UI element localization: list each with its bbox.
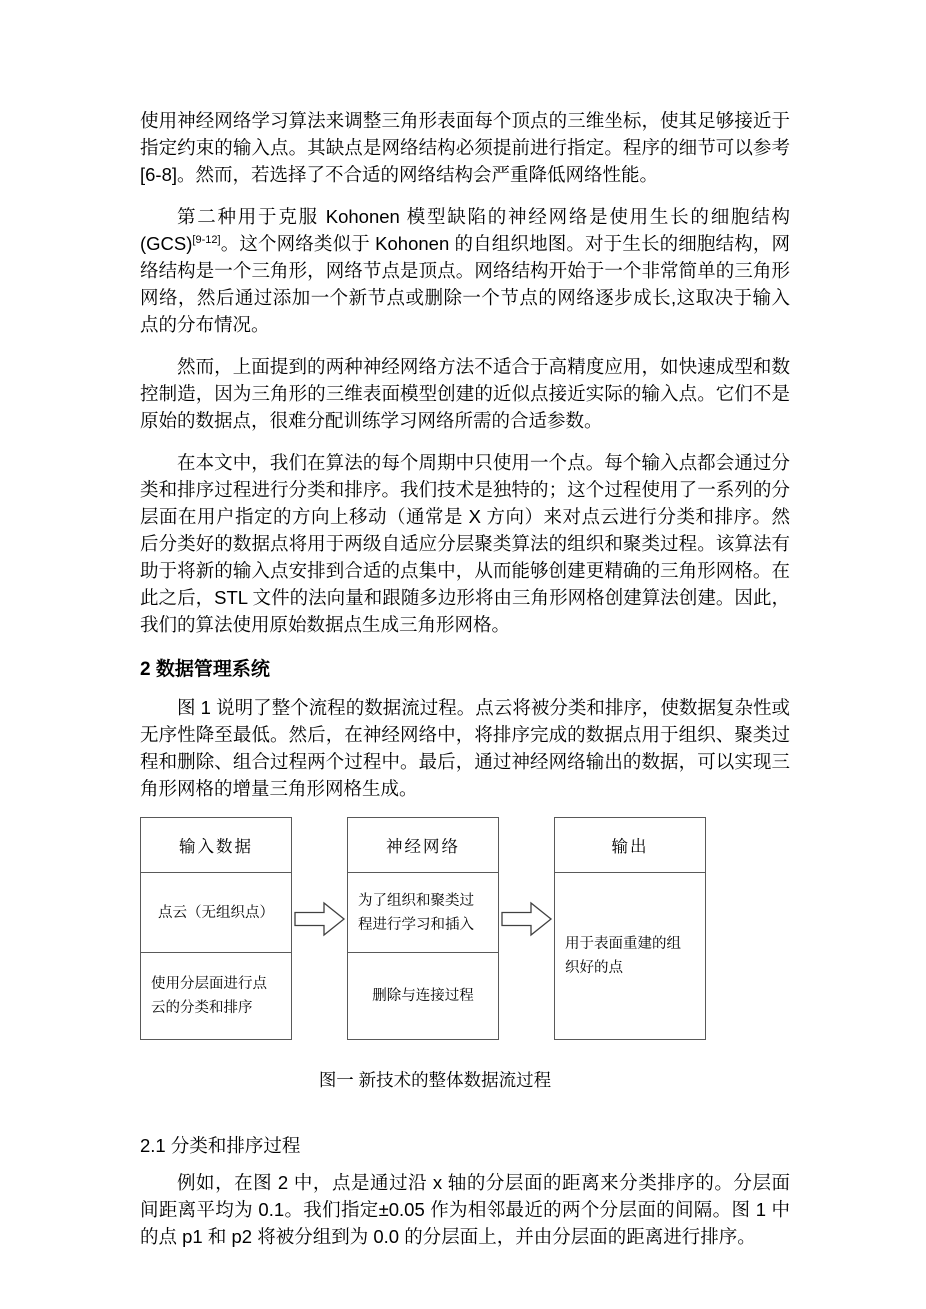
paragraph-6: 例如，在图 2 中，点是通过沿 x 轴的分层面的距离来分类排序的。分层面间距离平均为 0.1。我们指定±0.05 作为相邻最近的两个分层面的间隔。图 1 中的点 p1 和 p2 将被分组到为 0.0 的分层面上，并由分层面的距离进行排序。 [140,1172,790,1247]
paragraph-1: 使用神经网络学习算法来调整三角形表面每个顶点的三维坐标，使其足够接近于指定约束的输入点。其缺点是网络结构必须提前进行指定。程序的细节可以参考[6-8]。然而，若选择了不合适的网络结构会严重降低网络性能。 [140,110,790,185]
flow-arrow [292,817,347,937]
figure-caption: 图一 新技术的整体数据流过程 [318,1070,552,1090]
section-heading-data-management: 2 数据管理系统 [140,659,270,680]
paragraph-2 [140,203,790,338]
citation-superscript: [9-12] [192,233,221,246]
diagram-cell: 用于表面重建的组织好的点 [555,872,705,1039]
right-block-arrow-icon [294,901,346,937]
diagram-cell: 为了组织和聚类过程进行学习和插入 [348,872,498,952]
paragraph-2-text-post: 。这个网络类似于 Kohonen 的自组织地图。对于生长的细胞结构，网络结构是一个三角形，网络节点是顶点。网络结构开始于一个非常简单的三角形网络，然后通过添加一个新节点或删除一个节点的网络逐步成长,这取决于输入点的分布情况。 [140,233,790,335]
diagram-box-input-data [140,817,292,1040]
flow-arrow [499,817,554,937]
right-block-arrow-icon [501,901,553,937]
diagram-box-title: 输出 [611,838,649,856]
diagram-cell: 点云（无组织点） [141,872,291,952]
diagram-box-title: 神经网络 [386,838,460,856]
paragraph-2-text-pre: 第二种用于克服 Kohonen 模型缺陷的神经网络是使用生长的细胞结构(GCS) [140,206,790,254]
subsection-heading-sorting: 2.1 分类和排序过程 [140,1135,301,1156]
diagram-cell: 删除与连接过程 [348,952,498,1039]
paragraph-4: 在本文中，我们在算法的每个周期中只使用一个点。每个输入点都会通过分类和排序过程进行分类和排序。我们技术是独特的；这个过程使用了一系列的分层面在用户指定的方向上移动（通常是 X 方向）来对点云进行分类和排序。然后分类好的数据点将用于两级自适应分层聚类算法的组织和聚类过程。该算法有助于将新的输入点安排到合适的点集中，从而能够创建更精确的三角形网格。在此之后，STL 文件的法向量和跟随多边形将由三角形网格创建算法创建。因此，我们的算法使用原始数据点生成三角形网格。 [140,452,790,635]
paragraph-5: 图 1 说明了整个流程的数据流过程。点云将被分类和排序，使数据复杂性或无序性降至最低。然后，在神经网络中，将排序完成的数据点用于组织、聚类过程和删除、组合过程两个过程中。最后，通过神经网络输出的数据，可以实现三角形网格的增量三角形网格生成。 [140,697,790,799]
diagram-box-title: 输入数据 [179,838,253,856]
flow-diagram [140,817,706,1040]
diagram-box-output [554,817,706,1040]
diagram-cell: 使用分层面进行点云的分类和排序 [141,952,291,1039]
diagram-box-neural-network [347,817,499,1040]
paragraph-3: 然而，上面提到的两种神经网络方法不适合于高精度应用，如快速成型和数控制造，因为三角形的三维表面模型创建的近似点接近实际的输入点。它们不是原始的数据点，很难分配训练学习网络所需的合适参数。 [140,356,790,431]
